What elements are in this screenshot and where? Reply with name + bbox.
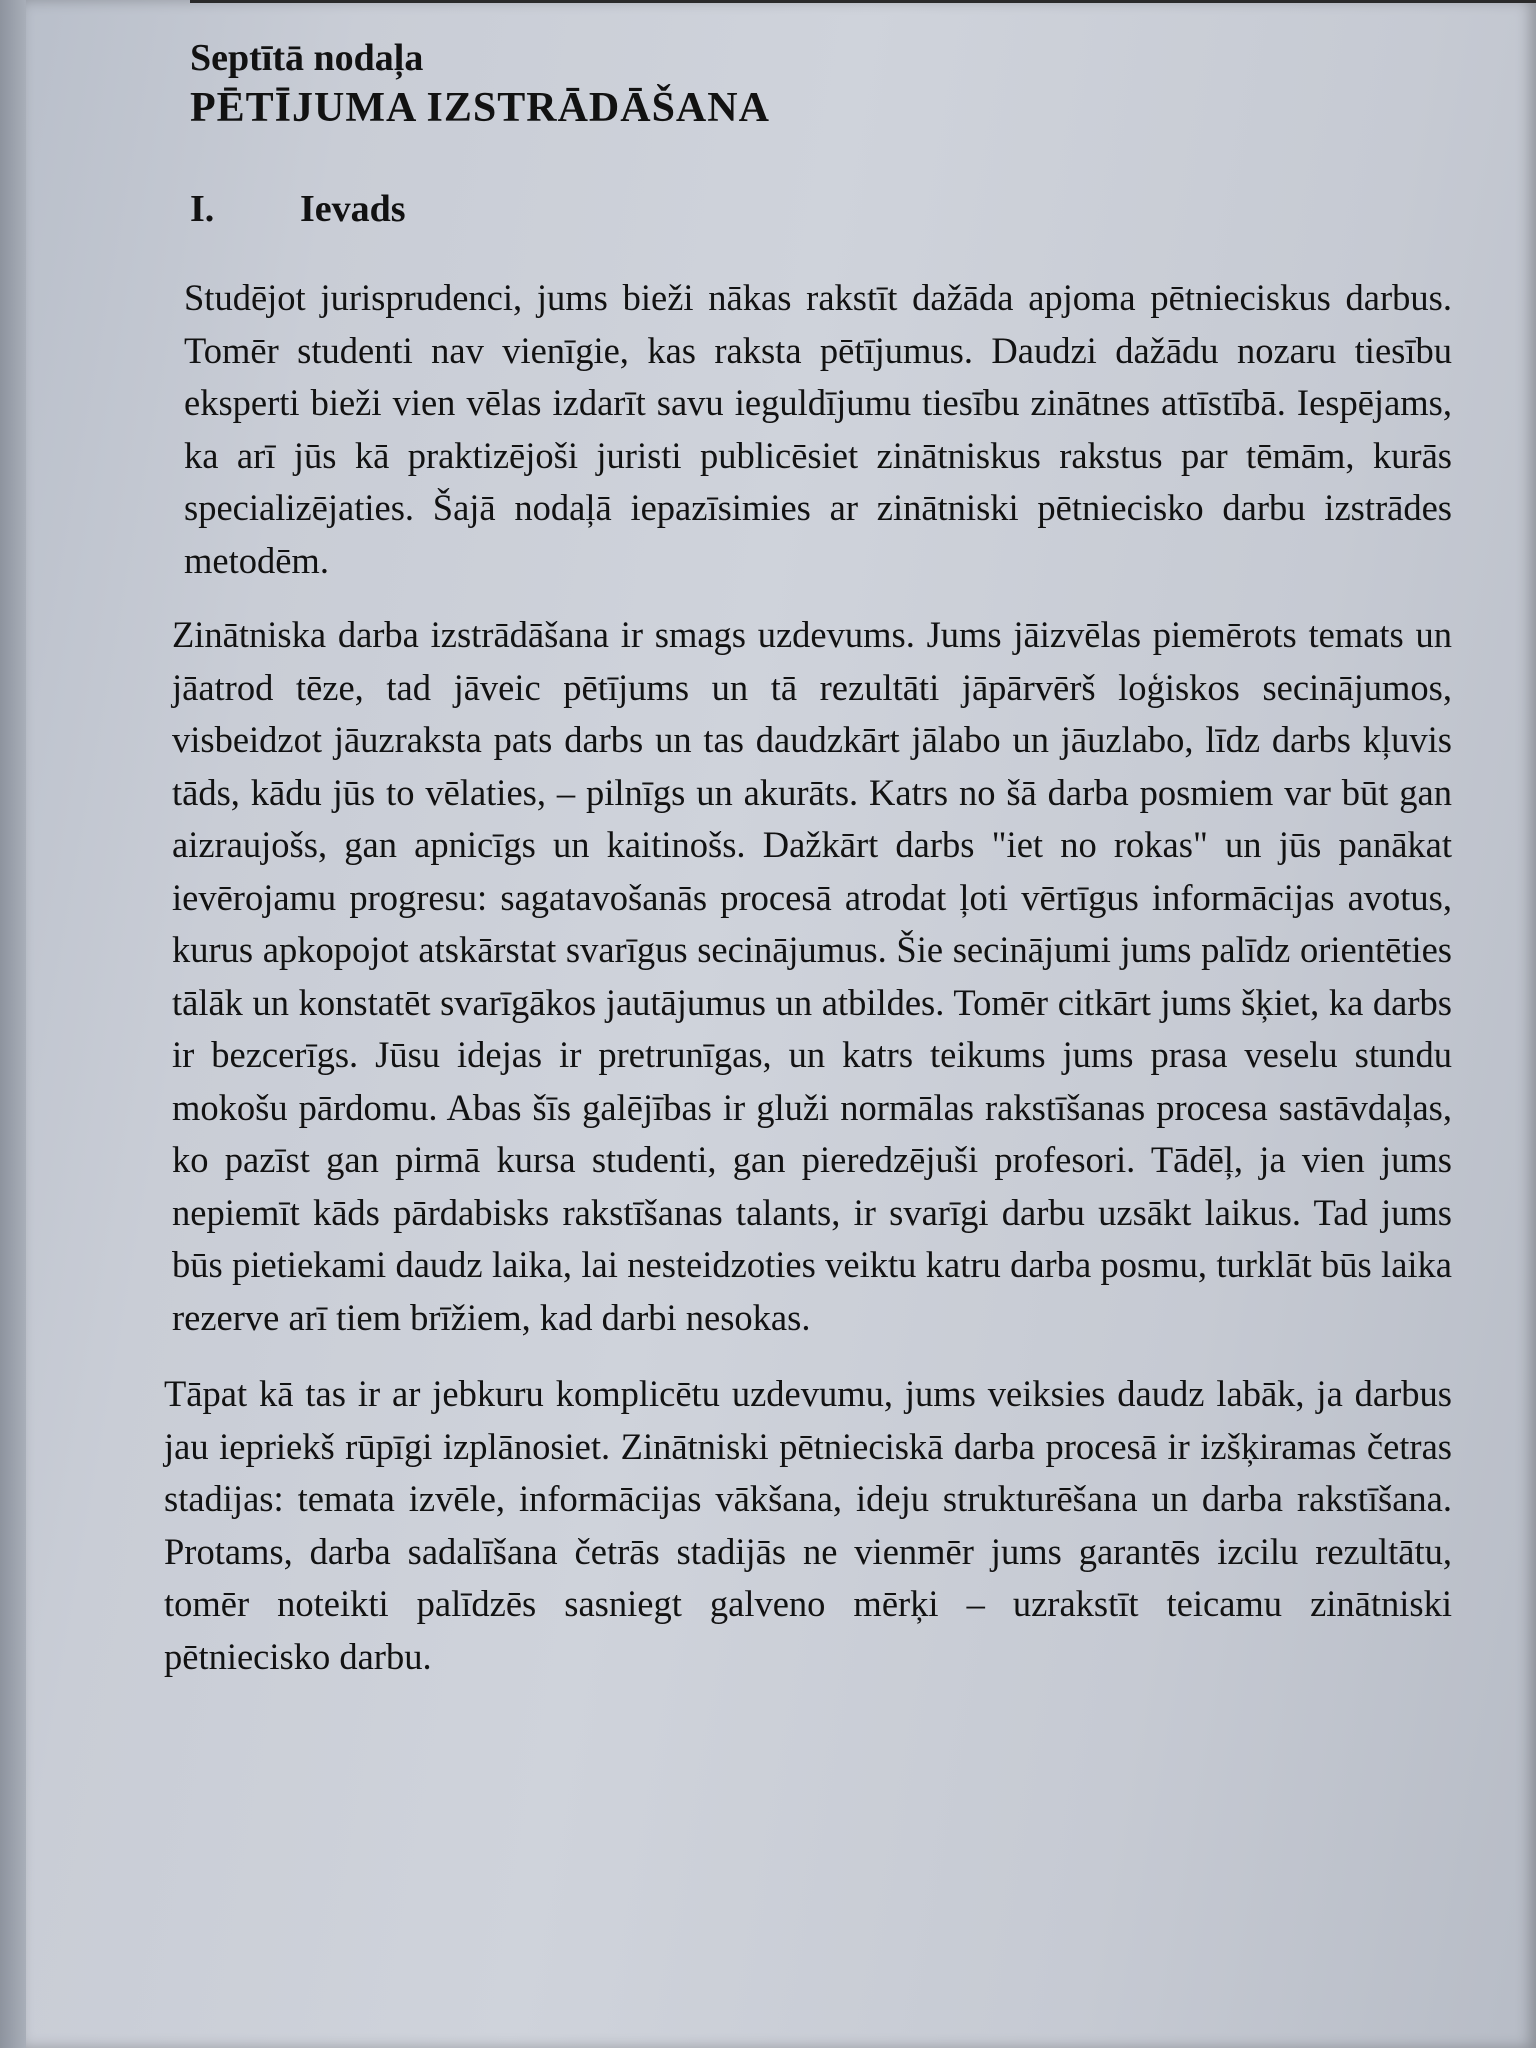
top-rule (190, 0, 1536, 3)
chapter-number-label: Septītā nodaļa (190, 37, 424, 79)
page-content (160, 34, 1460, 1683)
paragraph-2: Zinātniska darba izstrādāšana ir smags uzdevums. Jums jāizvēlas piemērots temats un jāatrod tēze, tad jāveic pētījums un tā rezultāti jāpārvērš loģiskos secinājumos, visbeidzot jāuzraksta pats darbs un tas daudzkārt jālabo un jāuzlabo, līdz darbs kļuvis tāds, kādu jūs to vēlaties, – pilnīgs un akurāts. Katrs no šā darba posmiem var būt gan aizraujošs, gan apnicīgs un kaitinošs. Dažkārt darbs "iet no rokas" un jūs panākat ievērojamu progresu: sagatavošanās procesā atrodat ļoti vērtīgus informācijas avotus, kurus apkopojot atskārstat svarīgus secinājumus. Šie secinājumi jums palīdz orientēties tālāk un konstatēt svarīgākos jautājumus un atbildes. Tomēr citkārt jums šķiet, ka darbs ir bezcerīgs. Jūsu idejas ir pretrunīgas, un katrs teikums jums prasa veselu stundu mokošu pārdomu. Abas šīs galējības ir gluži normālas rakstīšanas procesa sastāvdaļas, ko pazīst gan pirmā kursa studenti, gan pieredzējuši profesori. Tādēļ, ja vien jums nepiemīt kāds pārdabisks rakstīšanas talants, ir svarīgi darbu uzsākt laikus. Tad jums būs pietiekami daudz laika, lai nesteidzoties veiktu katru darba posmu, turklāt būs laika rezerve arī tiem brīžiem, kad darbi nesokas. (172, 614, 1452, 1338)
section-title: Ievads (300, 188, 406, 230)
paragraph-1: Studējot jurisprudenci, jums bieži nākas rakstīt dažāda apjoma pētnieciskus darbus. Tomēr studenti nav vienīgie, kas raksta pētījumus. Daudzi dažādu nozaru tiesību eksperti bieži vien vēlas izdarīt savu ieguldījumu tiesību zinātnes attīstībā. Iespējams, ka arī jūs kā praktizējoši juristi publicēsiet zinātniskus rakstus par tēmām, kurās specializējaties. Šajā nodaļā iepazīsimies ar zinātniski pētniecisko darbu izstrādes metodēm. (184, 277, 1452, 581)
section-heading (190, 186, 1460, 232)
book-gutter (0, 0, 26, 2048)
chapter-title: PĒTĪJUMA IZSTRĀDĀŠANA (190, 85, 770, 131)
paragraph-3: Tāpat kā tas ir ar jebkuru komplicētu uzdevumu, jums veiksies daudz labāk, ja darbus jau iepriekš rūpīgi izplānosiet. Zinātniski pētnieciskā darba procesā ir izšķiramas četras stadijas: temata izvēle, informācijas vākšana, ideju strukturēšana un darba rakstīšana. Protams, darba sadalīšana četrās stadijās ne vienmēr jums garantēs izcilu rezultātu, tomēr noteikti palīdzēs sasniegt galveno mērķi – uzrakstīt teicamu zinātniski pētniecisko darbu. (164, 1373, 1452, 1677)
section-number: I. (190, 188, 215, 230)
